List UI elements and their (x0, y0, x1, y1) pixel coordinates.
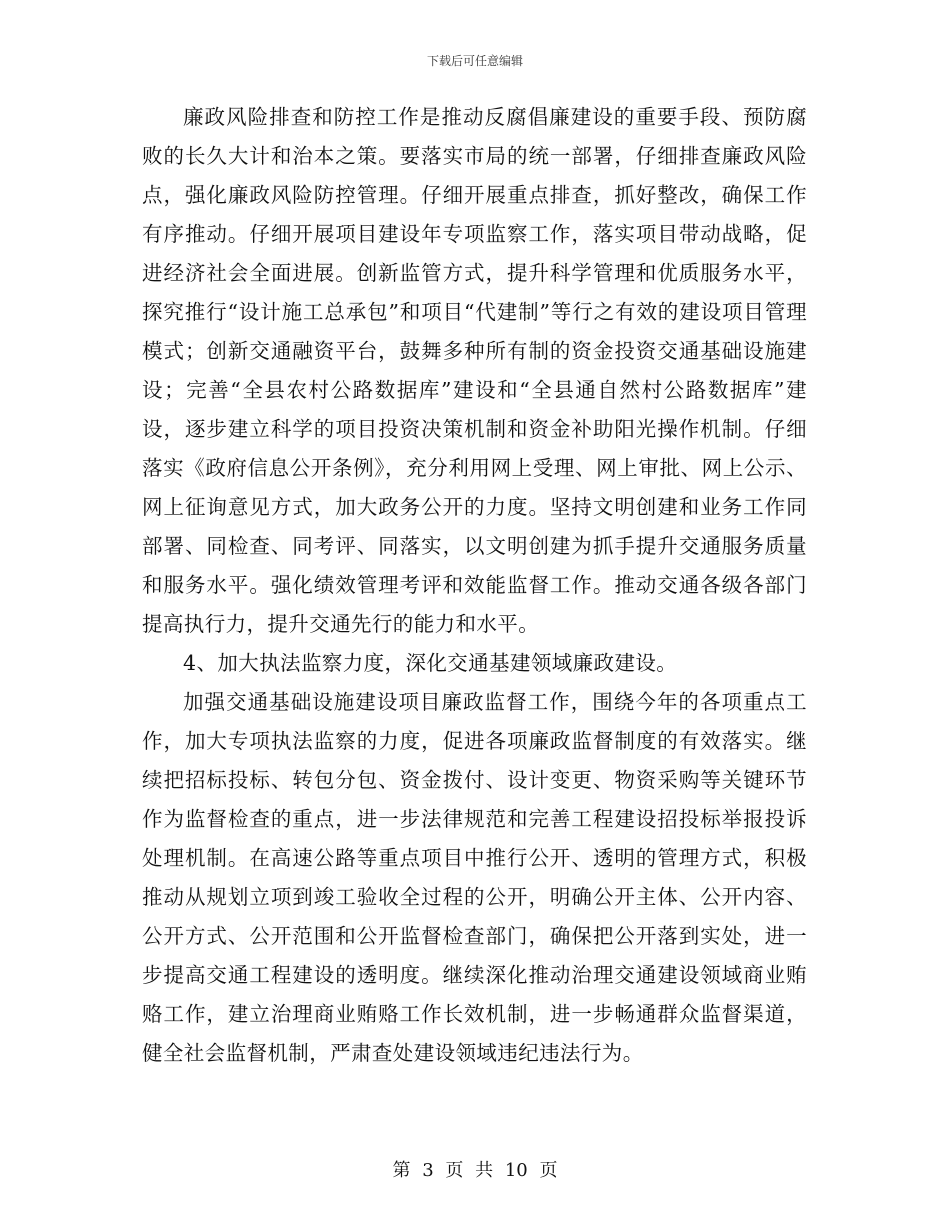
page-header: 下载后可任意编辑 (426, 54, 523, 68)
paragraph-supervision: 加强交通基础设施建设项目廉政监督工作，围绕今年的各项重点工作，加大专项执法监察的力度，促进各项廉政监督制度的有效落实。继续把招标投标、转包分包、资金拨付、设计变更、物资采购等关键环节作为监督检查的重点，进一步法律规范和完善工程建设招投标举报投诉处理机制。在高速公路等重点项目中推行公开、透明的管理方式，积极推动从规划立项到竣工验收全过程的公开，明确公开主体、公开内容、公开方式、公开范围和公开监督检查部门，确保把公开落到实处，进一步提高交通工程建设的透明度。继续深化推动治理交通建设领域商业贿赂工作，建立治理商业贿赂工作长效机制，进一步畅通群众监督渠道，健全社会监督机制，严肃查处建设领域违纪违法行为。 (142, 690, 807, 1065)
paragraph-risk-control: 廉政风险排查和防控工作是推动反腐倡廉建设的重要手段、预防腐败的长久大计和治本之策。要落实市局的统一部署，仔细排查廉政风险点，强化廉政风险防控管理。仔细开展重点排查，抓好整改，确保工作有序推动。仔细开展项目建设年专项监察工作，落实项目带动战略，促进经济社会全面进展。创新监管方式，提升科学管理和优质服务水平，探究推行“设计施工总承包”和项目“代建制”等行之有效的建设项目管理模式；创新交通融资平台，鼓舞多种所有制的资金投资交通基础设施建设；完善“全县农村公路数据库”建设和“全县通自然村公路数据库”建设，逐步建立科学的项目投资决策机制和资金补助阳光操作机制。仔细落实《政府信息公开条例》，充分利用网上受理、网上审批、网上公示、网上征询意见方式，加大政务公开的力度。坚持文明创建和业务工作同部署、同检查、同考评、同落实，以文明创建为抓手提升交通服务质量和服务水平。强化绩效管理考评和效能监督工作。推动交通各级各部门提高执行力，提升交通先行的能力和水平。 (142, 105, 807, 636)
page-number: 第 3 页 共 10 页 (392, 1160, 558, 1181)
document-body (142, 98, 807, 1073)
section-heading-4: 4、加大执法监察力度，深化交通基建领域廉政建设。 (183, 651, 678, 675)
